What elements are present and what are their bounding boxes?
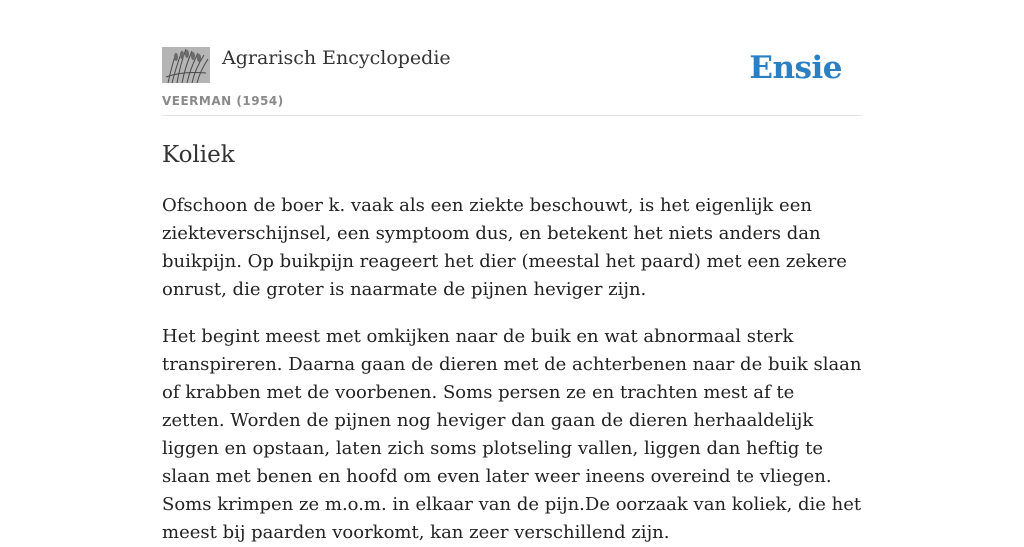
article-paragraph: Ofschoon de boer k. vaak als een ziekte beschouwt, is het eigenlijk een ziekteverschijnsel, een symptoom dus, en betekent het niets anders dan buikpijn. Op buikpijn reageert het dier (meestal het paard) met een zekere onrust, die groter is naarmate de pijnen heviger zijn. xyxy=(162,195,847,300)
source-title-link[interactable]: Agrarisch Encyclopedie xyxy=(222,47,451,69)
source-header xyxy=(162,46,862,116)
source-avatar[interactable] xyxy=(162,47,210,83)
author-label: VEERMAN (1954) xyxy=(162,94,284,108)
article-title: Koliek xyxy=(162,142,235,168)
wheat-engraving-icon xyxy=(162,47,210,83)
page xyxy=(162,0,862,547)
article-paragraph: Het begint meest met omkijken naar de buik en wat abnormaal sterk transpireren. Daarna gaan de dieren met de achterbenen naar de buik slaan of krabben met de voorbenen. Soms persen ze en trachten mest af te zetten. Worden de pijnen nog heviger dan gaan de dieren herhaaldelijk liggen en opstaan, laten zich soms plotseling vallen, liggen dan heftig te slaan met benen en hoofd om even later weer ineens overeind te vliegen. Soms krimpen ze m.o.m. in elkaar van de pijn.De oorzaak van koliek, die het meest bij paarden voorkomt, kan zeer verschillend zijn. xyxy=(162,326,862,543)
ensie-logo-link[interactable]: Ensie xyxy=(749,50,842,86)
article-body xyxy=(162,169,862,547)
